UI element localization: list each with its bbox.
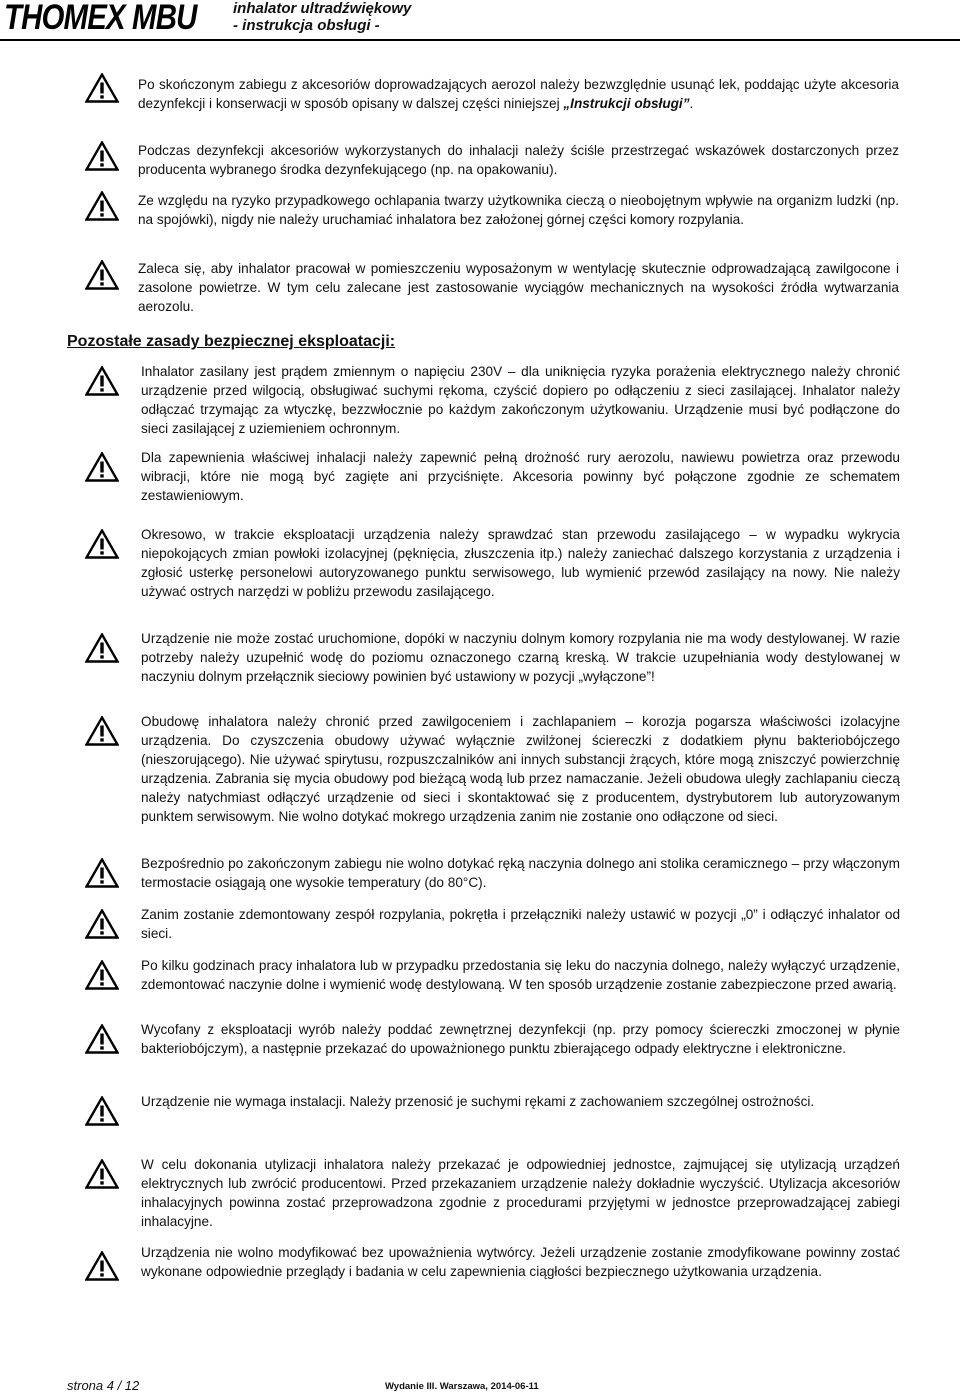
warning-icon bbox=[85, 1251, 119, 1281]
warning-icon bbox=[85, 73, 119, 103]
rule-text: Bezpośrednio po zakończonym zabiegu nie wolno dotykać ręką naczynia dolnego ani stolika ceramicznego – przy włączonym termostacie osiągają one wysokie temperatury (do 80°C). bbox=[141, 856, 900, 890]
rule-text: Inhalator zasilany jest prądem zmiennym o napięciu 230V – dla uniknięcia ryzyka porażenia elektrycznego należy chronić urządzenie przed wilgocią, obsługiwać suchymi rękoma, czyścić dopiero po odłączeniu z sieci zasilającej. Inhalator należy odłączać trzymając za wtyczkę, bezzwłocznie po każdym zakończonym użytkowaniu. Urządzenie musi być podłączone do sieci zasilającej z uziemieniem ochronnym. bbox=[141, 364, 900, 436]
warning-icon bbox=[85, 260, 119, 290]
rule-text: Urządzenia nie wolno modyfikować bez upoważnienia wytwórcy. Jeżeli urządzenie zostanie zmodyfikowane powinny zostać wykonane odpowiednie przeglądy i badania w celu zapewnienia ciągłości bezpiecznego użytkowania urządzenia. bbox=[141, 1245, 900, 1279]
rule-text: Dla zapewnienia właściwej inhalacji należy zapewnić pełną drożność rury aerozolu, nawiewu powietrza oraz przewodu wibracji, które nie mogą być zagięte ani przyciśnięte. Akcesoria powinny być połączone zgodnie ze schematem zestawieniowym. bbox=[141, 450, 900, 503]
warning-icon bbox=[85, 633, 119, 663]
warning-icon bbox=[85, 1096, 119, 1126]
rule-text: Obudowę inhalatora należy chronić przed zawilgoceniem i zachlapaniem – korozja pogarsza właściwości izolacyjne urządzenia. Do czyszczenia obudowy używać wyłącznie zwilżonej ściereczki z dodatkiem płynu bakteriobójczego (nieszorującego). Nie używać spirytusu, rozpuszczalników ani innych substancji żrących, które mogą zniszczyć powierzchnię urządzenia. Zabrania się mycia obudowy pod bieżącą wodą lub przez namaczanie. Jeżeli obudowa uległy zachlapaniu cieczą należy natychmiast odłączyć urządzenie od sieci i skontaktować się z producentem, dystrybutorem lub autoryzowanym punktem serwisowym. Nie wolno dotykać mokrego urządzenia zanim nie zostanie ono odłączone od sieci. bbox=[141, 714, 900, 824]
document-type: - instrukcja obsługi - bbox=[233, 17, 380, 34]
rule-text: Po kilku godzinach pracy inhalatora lub w przypadku przedostania się leku do naczynia dolnego, należy wyłączyć urządzenie, zdemontować naczynie dolne i wymienić wodę destylowaną. W ten sposób urządzenie zostanie zabezpieczone przed awarią. bbox=[141, 958, 900, 992]
warning-icon bbox=[85, 366, 119, 396]
warning-icon bbox=[85, 1159, 119, 1189]
warning-icon bbox=[85, 141, 119, 171]
rule-text: Urządzenie nie może zostać uruchomione, dopóki w naczyniu dolnym komory rozpylania nie ma wody destylowanej. W razie potrzeby należy uzupełnić wodę do poziomu oznaczonego czarną kreską. W trakcie uzupełniania wody destylowanej w naczyniu dolnym przełącznik sieciowy powinien być ustawiony w pozycji „wyłączone”! bbox=[141, 631, 900, 684]
edition-info: Wydanie III. Warszawa, 2014-06-11 bbox=[385, 1381, 539, 1392]
warning-icon bbox=[85, 909, 119, 939]
rule-text: Wycofany z eksploatacji wyrób należy poddać zewnętrznej dezynfekcji (np. przy pomocy ściereczki zmoczonej w płynie bakteriobójczym), a następnie przekazać do upoważnionego punktu zbierającego odpady elektryczne i elektroniczne. bbox=[141, 1022, 900, 1056]
rule-text: W celu dokonania utylizacji inhalatora należy przekazać je odpowiedniej jednostce, zajmującej się utylizacją urządzeń elektrycznych lub zwrócić producentowi. Przed przekazaniem urządzenie należy dokładnie wyczyścić. Utylizacja akcesoriów inhalacyjnych powinna zostać przeprowadzona zgodnie z procedurami przyjętymi w jednostce przeprowadzającej zabiegi inhalacyjne. bbox=[141, 1157, 900, 1229]
warning-icon bbox=[85, 858, 119, 888]
warning-icon bbox=[85, 960, 119, 990]
warning-icon bbox=[85, 191, 119, 221]
page-number: strona 4 / 12 bbox=[67, 1378, 140, 1393]
product-name: inhalator ultradźwiękowy bbox=[233, 0, 412, 17]
header-subtitle bbox=[233, 0, 411, 34]
warning-text: Podczas dezynfekcji akcesoriów wykorzystanych do inhalacji należy ściśle przestrzegać wskazówek dostarczonych przez producenta wybranego środka dezynfekującego (np. na opakowaniu). bbox=[138, 143, 899, 177]
section-heading: Pozostałe zasady bezpiecznej eksploatacji: bbox=[67, 333, 396, 350]
warning-icon bbox=[85, 452, 119, 482]
warning-text: Ze względu na ryzyko przypadkowego ochlapania twarzy użytkownika cieczą o nieobojętnym wpływie na organizm ludzki (np. na spojówki), nigdy nie należy uruchamiać inhalatora bez założonej górnej części komory rozpylania. bbox=[138, 193, 899, 227]
warning-text: Zaleca się, aby inhalator pracował w pomieszczeniu wyposażonym w wentylację skutecznie odprowadzającą zawilgocone i zasolone powietrze. W tym celu zalecane jest zastosowanie wyciągów mechanicznych na wysokości źródła wytwarzania aerozolu. bbox=[138, 261, 899, 314]
page-header bbox=[0, 0, 960, 38]
warning-icon bbox=[85, 529, 119, 559]
brand-name: THOMEX MBU bbox=[4, 0, 197, 37]
rule-text: Okresowo, w trakcie eksploatacji urządzenia należy sprawdzać stan przewodu zasilającego – w wypadku wykrycia niepokojących zmian powłoki izolacyjnej (pęknięcia, złuszczenia itp.) należy zaniechać dalszego korzystania z urządzenia i zgłosić usterkę personelowi autoryzowanego punktu serwisowego, lub wymienić przewód zasilający na nowy. Nie należy używać ostrych narzędzi w pobliżu przewodu zasilającego. bbox=[141, 527, 900, 599]
warning-icon bbox=[85, 1024, 119, 1054]
rule-text: Urządzenie nie wymaga instalacji. Należy przenosić je suchymi rękami z zachowaniem szczególnej ostrożności. bbox=[141, 1094, 815, 1109]
rule-text: Zanim zostanie zdemontowany zespół rozpylania, pokrętła i przełączniki należy ustawić w pozycji „0” i odłączyć inhalator od sieci. bbox=[141, 907, 900, 941]
warning-text: Po skończonym zabiegu z akcesoriów doprowadzających aerozol należy bezwzględnie usunąć lek, poddając użyte akcesoria dezynfekcji i konserwacji w sposób opisany w dalszej części niniejszej „Instrukcji obsługi”. bbox=[138, 77, 899, 111]
header-rule bbox=[0, 39, 960, 41]
warning-icon bbox=[85, 716, 119, 746]
